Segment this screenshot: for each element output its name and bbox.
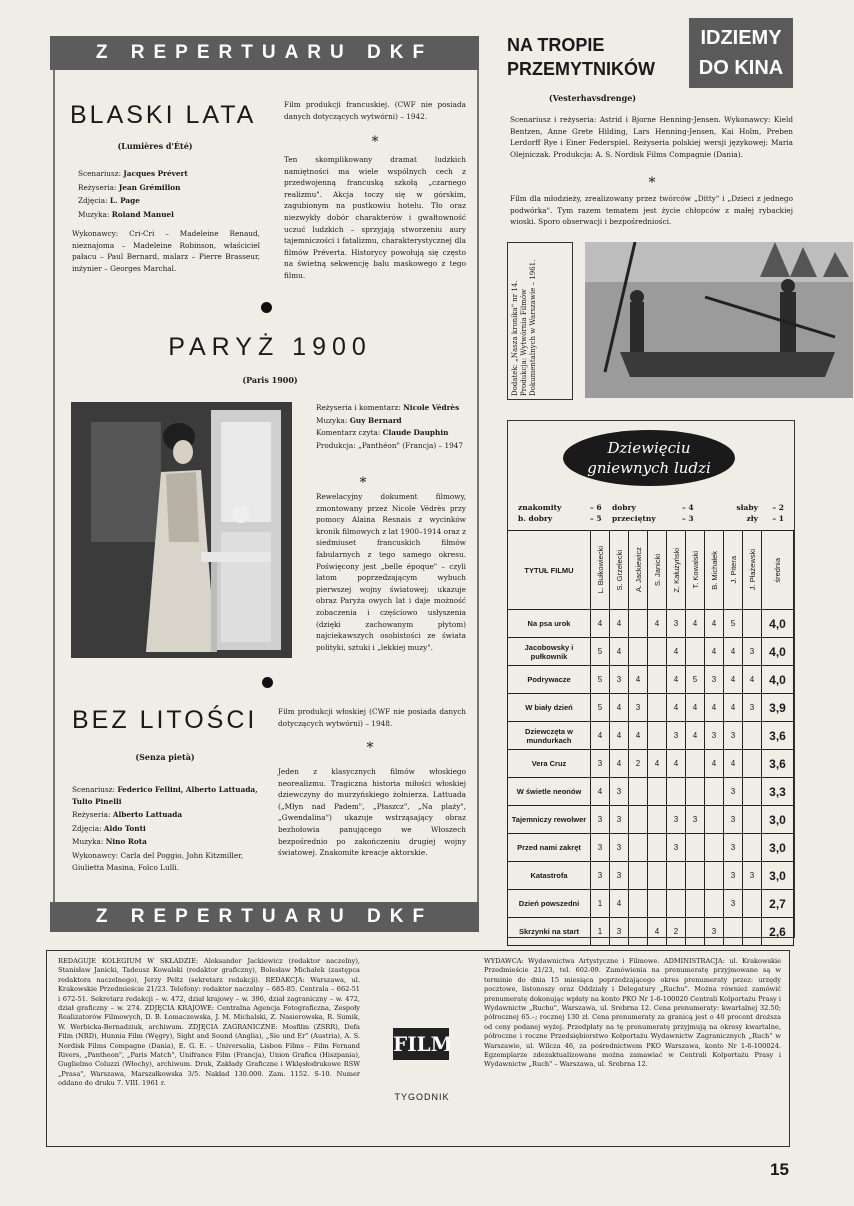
score-cell: [648, 806, 667, 834]
score-cell: 3: [610, 806, 629, 834]
film1-review: Ten skomplikowany dramat ludzkich namiętności ma wiele wspólnych cech z przedwojenną francuską szkołą „czarnego realizmu". Akcja toczy się w górskim, zagubionym na pustkowiu hotelu. Tło oraz niezwykły dobór charakterów i gwałtowność uczuć ludzkich – sprzyjają stworzeniu aury tajemniczości i fatalizmu, charakterystycznej dla filmów Préverta. Historycy powołują się często na świetną sekwencję balu maskowego z tego filmu.: [284, 155, 466, 280]
film3-original: (Senza pietà): [135, 752, 195, 762]
film-title-cell: Skrzynki na start: [508, 918, 591, 946]
critic-name: J. Pitera: [728, 556, 738, 584]
score-cell: 3: [743, 638, 762, 666]
score-cell: 4: [667, 694, 686, 722]
film1-original: (Lumières d'Été): [117, 141, 193, 151]
score-cell: 4: [610, 638, 629, 666]
film1-title: BLASKI LATA: [70, 101, 257, 129]
score-cell: 3: [591, 806, 610, 834]
star-divider: *: [648, 175, 656, 191]
score-cell: [705, 890, 724, 918]
average-cell: 2,7: [762, 890, 794, 918]
credit-line: Komentarz czyta: Claude Dauphin: [316, 428, 449, 438]
score-cell: 2: [629, 750, 648, 778]
film3-credits: [72, 784, 262, 873]
table-row: [508, 638, 794, 666]
score-cell: [629, 638, 648, 666]
average-cell: 3,0: [762, 834, 794, 862]
score-cell: 4: [610, 694, 629, 722]
film3-production: Film produkcji włoskiej (CWF nie posiada danych dotyczących wytwórni) – 1948.: [278, 707, 466, 728]
film2-original: (Paris 1900): [242, 375, 298, 385]
average-cell: 3,6: [762, 722, 794, 750]
average-header: [762, 531, 794, 610]
przemyt-review: Film dla młodzieży, zrealizowany przez twórców „Ditty" i „Dzieci z jednego podwórka". Tym razem tematem jest życie chłopców z małej rybackiej wioski. Sporo obserwacji i bezpośredniości.: [510, 194, 793, 227]
score-cell: [686, 834, 705, 862]
score-cell: [686, 638, 705, 666]
table-row: [508, 610, 794, 638]
credit-line: Muzyka: Roland Manuel: [78, 209, 174, 219]
credit-line: Reżyseria: Alberto Lattuada: [72, 810, 183, 820]
score-cell: 3: [724, 778, 743, 806]
score-cell: 3: [724, 806, 743, 834]
score-cell: [648, 638, 667, 666]
score-cell: [743, 834, 762, 862]
fishing-boat-photo: [585, 242, 853, 398]
score-cell: [629, 862, 648, 890]
table-row: [508, 890, 794, 918]
score-cell: [648, 834, 667, 862]
score-cell: 4: [629, 666, 648, 694]
score-cell: 4: [667, 666, 686, 694]
score-cell: 4: [724, 750, 743, 778]
film3-review: Jeden z klasycznych filmów włoskiego neorealizmu. Tragiczna historia miłości włoskiej dziewczyny do murzyńskiego żołnierza. Lattuada („Młyn nad Padem", „Płaszcz", „Na plaży", „Gwendalina") ukazuje wstrząsający obraz bezhołowia panującego we Włoszech bezpośrednio po zakończeniu drugiej wojny światowej. Znakomite kreacje aktorskie.: [278, 767, 466, 858]
score-cell: 3: [667, 722, 686, 750]
score-cell: 4: [724, 666, 743, 694]
average-cell: 3,0: [762, 862, 794, 890]
score-cell: [686, 862, 705, 890]
przemyt-original: (Vesterhavsdrenge): [548, 93, 637, 103]
film1-production: Film produkcji francuskiej. (CWF nie posiada danych dotyczących wytwórni) – 1942.: [284, 100, 466, 121]
critic-name: S. Grzelecki: [614, 549, 624, 591]
score-cell: 4: [705, 694, 724, 722]
score-cell: 5: [591, 638, 610, 666]
score-cell: 4: [705, 638, 724, 666]
film-title-cell: Jacobowsky i pułkownik: [508, 638, 591, 666]
score-cell: 4: [591, 778, 610, 806]
film-title-cell: W świetle neonów: [508, 778, 591, 806]
score-cell: [743, 890, 762, 918]
score-cell: [629, 778, 648, 806]
credit-line: Zdjęcia: Aldo Tonti: [72, 823, 146, 833]
critic-header: [743, 531, 762, 610]
score-cell: 4: [610, 722, 629, 750]
credit-line: Reżyseria i komentarz: Nicole Védrès: [316, 403, 460, 412]
score-cell: [743, 722, 762, 750]
score-cell: [648, 778, 667, 806]
table-row: [508, 694, 794, 722]
przemyt-credits: Scenariusz i reżyseria: Astrid i Bjorne Henning-Jensen. Wykonawcy: Kield Bentzen, Anne Grete Hilding, Lars Henning-Jensen, Kai Holm, Preben Lerdorff Rye i Einer Federspiel. Reżyseria polskiej wersji językowej: Maria Olejniczak. Produkcja: A. S. Nordisk Films Compagnie (Dania).: [510, 115, 793, 159]
score-cell: 3: [667, 610, 686, 638]
score-cell: 3: [610, 666, 629, 694]
film2-title: PARYŻ 1900: [168, 333, 372, 361]
average-cell: 4,0: [762, 666, 794, 694]
critic-header: [591, 531, 610, 610]
score-cell: [686, 778, 705, 806]
film-title-cell: Tajemniczy rewolwer: [508, 806, 591, 834]
score-cell: [743, 806, 762, 834]
score-cell: 3: [724, 834, 743, 862]
critic-header: [648, 531, 667, 610]
score-cell: 4: [743, 666, 762, 694]
side-note: Dodatek: „Nasza kronika" nr 14. Produkcja: Wytwórnia Filmów Dokumentalnych w Warszawie – 1961.: [511, 259, 537, 396]
score-cell: [629, 890, 648, 918]
score-cell: 3: [591, 834, 610, 862]
table-row: [508, 806, 794, 834]
score-cell: 3: [724, 862, 743, 890]
bullet-dot: [262, 677, 273, 688]
score-cell: [648, 666, 667, 694]
score-cell: 5: [686, 666, 705, 694]
footer-right: WYDAWCA: Wydawnictwa Artystyczne i Filmowe. ADMINISTRACJA: ul. Krakowskie Przedmieście 21/23, tel. 602-09. Zamówienia na prenumeratę przyjmowane są w terminie do dnia 15 miesiąca poprzedzającego okres prenumeraty przez: urzędy pocztowe, listonoszy oraz Oddziały i Delegatury „Ruchu". Można również zamówić prenumeratę dokonując wpłaty na konto PKO Nr 1-6-100020 Centrali Kolportażu Prasy i Wydawnictw „Ruchu", Warszawa, ul. Srebrna 12. Cena prenumeraty: kwartalnej 32.50; półrocznej 65.–; rocznej 130 zł. Cena prenumeraty za granicą jest o 40 procent droższa od ceny podanej wyżej. Przedpłaty na tę prenumeratę przyjmują na okresy kwartalne, półroczne i roczne Przedsiębiorstwo Kolportażu Wydawnictw Zagranicznych „Ruch" w Warszawie, ul. Wilcza 46, za pośrednictwem PKO Warszawa, konto Nr 1-6-100024. Egzemplarze zdezaktualizowane można zamawiać w Centrali Kolportażu Prasy i Wydawnictw „Ruch" – Warszawa, ul. Srebrna 12.: [484, 957, 781, 1069]
score-cell: 4: [610, 890, 629, 918]
score-cell: [705, 778, 724, 806]
critic-header: [724, 531, 743, 610]
score-cell: 4: [705, 610, 724, 638]
table-row: [508, 666, 794, 694]
critic-name: Z. Kałużyński: [671, 547, 681, 593]
footer-left: REDAGUJE KOLEGIUM W SKŁADZIE: Aleksander Jackiewicz (redaktor naczelny), Stanisław Janicki, Tadeusz Kowalski (redaktor graficzny), Bolesław Michałek (zastępca redaktora naczelnego), Jerzy Peltz (sekretarz redakcji). REDAKCJA: Warszawa, ul. Krakowskie Przedmieście 21/23. Telefony: redaktor naczelny – 685-85. Centrala – 662-51 i 672-51. Sekretarz redakcji – w. 472, dział krajowy – w. 396, dział zagraniczny – w. 472, dział graficzny – w. 274. ZDJĘCIA KRAJOWE: Centralna Agencja Fotograficzna, Zespoły Realizatorów Filmowych, D. B. Łomaczewska, J. M. Michalski, Z. Nasierowska, R. Sumik, W. Werbicka-Bernadziuk, archiwum. ZDJĘCIA ZAGRANICZNE: Mosfilm (ZSRR), Defa Film (NRD), Hunnia Film (Węgry), Sight and Sound (Anglia), „Sie und Er" (Austria), A. S. Nordisk Films Compagne (Dania), E. G. E. – Universalia, Lisbon Films – Film Fernand Rivers, „Pantheon", „Paris Match", Unifrance Film (Francja), Union Grafica (Hiszpania), Guglielmo Coluzzi (Włochy), archiwum. Druk, Zakłady Graficzne i Wklęsłodrukowe RSW „Prasa", Warszawa, Marszałkowska 3/5. Nakład 130.000. Zam. 1152. S-10. Numer oddano do druku 7. VIII. 1961 r.: [58, 957, 360, 1088]
star-divider: *: [359, 475, 367, 491]
score-cell: 4: [667, 638, 686, 666]
score-cell: [667, 778, 686, 806]
bullet-dot: [261, 302, 272, 313]
score-cell: [705, 806, 724, 834]
average-label: średnia: [773, 557, 782, 583]
film-title-cell: Na psa urok: [508, 610, 591, 638]
score-cell: 5: [591, 694, 610, 722]
film2-photo: [71, 402, 292, 658]
score-cell: [629, 834, 648, 862]
page-number: 15: [770, 1160, 789, 1179]
score-cell: [743, 778, 762, 806]
film1-credits: [78, 168, 278, 220]
score-cell: 3: [667, 806, 686, 834]
film3-title: BEZ LITOŚCI: [72, 706, 258, 734]
critic-header: [705, 531, 724, 610]
film-title-cell: Przed nami zakręt: [508, 834, 591, 862]
table-row: [508, 750, 794, 778]
banner-bottom: Z REPERTUARU DKF: [50, 902, 479, 932]
table-row: [508, 862, 794, 890]
credit-line: Produkcja: „Panthéon" (Francja) – 1947: [316, 440, 464, 450]
score-cell: 3: [686, 806, 705, 834]
average-cell: 2,6: [762, 918, 794, 946]
average-cell: 3,6: [762, 750, 794, 778]
score-cell: 4: [629, 722, 648, 750]
film1-cast: Wykonawcy: Cri-Cri – Madeleine Renaud, nieznajoma – Madeleine Robinson, właściciel pałacu – Paul Bernard, malarz – Pierre Brasseur, inżynier – Georges Marchal.: [72, 229, 260, 273]
score-cell: 3: [724, 722, 743, 750]
credit-line: Scenariusz: Federico Fellini, Alberto Lattuada, Tulio Pinelli: [72, 785, 258, 806]
score-cell: 5: [591, 666, 610, 694]
score-cell: [743, 918, 762, 946]
critic-header: [610, 531, 629, 610]
score-cell: 3: [705, 918, 724, 946]
score-cell: 3: [610, 834, 629, 862]
average-cell: 3,9: [762, 694, 794, 722]
score-cell: [686, 918, 705, 946]
score-cell: 4: [591, 722, 610, 750]
score-cell: 3: [724, 890, 743, 918]
score-cell: [629, 806, 648, 834]
score-cell: 4: [686, 722, 705, 750]
score-cell: [667, 862, 686, 890]
score-cell: 3: [743, 862, 762, 890]
film-title-cell: W biały dzień: [508, 694, 591, 722]
score-cell: 1: [591, 890, 610, 918]
average-cell: 4,0: [762, 638, 794, 666]
score-cell: 4: [610, 610, 629, 638]
table-row: [508, 722, 794, 750]
score-cell: 5: [724, 610, 743, 638]
table-row: [508, 778, 794, 806]
score-cell: 3: [667, 834, 686, 862]
score-cell: 3: [610, 918, 629, 946]
woman-in-dress-image: [71, 402, 292, 658]
score-cell: 4: [686, 694, 705, 722]
score-cell: 4: [705, 750, 724, 778]
critic-name: S. Janicki: [652, 553, 662, 587]
table-row: [508, 834, 794, 862]
title-header: TYTUŁ FILMU: [508, 531, 591, 610]
average-cell: 3,3: [762, 778, 794, 806]
credit-line: Scenariusz: Jacques Prévert: [78, 169, 188, 178]
critic-name: A. Jackiewicz: [633, 547, 643, 593]
score-cell: [686, 890, 705, 918]
score-cell: 4: [667, 750, 686, 778]
score-cell: [629, 918, 648, 946]
score-cell: [705, 834, 724, 862]
average-cell: 3,0: [762, 806, 794, 834]
score-cell: 3: [743, 694, 762, 722]
credit-line: Muzyka: Guy Bernard: [316, 415, 402, 425]
film2-review: Rewelacyjny dokument filmowy, zmontowany przez Nicole Védrès przy pomocy Alaina Resnais z wycinków kronik filmowych z lat 1900–1914 oraz z siedmiuset francuskich filmów fabularnych z tego samego okresu. Poświęcony jest „belle époque" – czyli latom poprzedzającym wybuch pierwszej wojny światowej; ukazuje obraz Paryża owych lat i daje możność zobaczenia i częściowo usłyszenia (dzięki zachowanym płytom) najciekawszych osobistości ze świata polityki, sztuki i „lekkiej muzy".: [316, 492, 466, 652]
film-logo-sub: TYGODNIK: [394, 1092, 450, 1102]
critic-name: L. Bułkowiecki: [595, 546, 605, 594]
ratings-header-row: [508, 531, 794, 610]
average-cell: 4,0: [762, 610, 794, 638]
table-row: [508, 918, 794, 946]
score-cell: [648, 694, 667, 722]
score-cell: 3: [610, 778, 629, 806]
film2-credits: [316, 402, 466, 451]
ratings-table: [507, 530, 794, 946]
film-title-cell: Dzień powszedni: [508, 890, 591, 918]
credit-line: Reżyseria: Jean Grémillon: [78, 182, 181, 192]
score-cell: [686, 750, 705, 778]
score-cell: 3: [705, 722, 724, 750]
critic-name: J. Płażewski: [747, 549, 757, 591]
score-cell: [743, 750, 762, 778]
credit-line: Zdjęcia: L. Page: [78, 196, 140, 206]
idziemy-do-kina-badge: IDZIEMY DO KINA: [689, 18, 793, 88]
star-divider: *: [371, 134, 379, 150]
film3-cast: Wykonawcy: Carla del Poggio, John Kitzmiller, Giulietta Masina, Folco Lulli.: [72, 850, 244, 872]
critic-header: [629, 531, 648, 610]
score-cell: [648, 722, 667, 750]
score-cell: 4: [591, 610, 610, 638]
score-cell: 4: [648, 918, 667, 946]
critic-header: [667, 531, 686, 610]
ratings-title: Dziewięciu gniewnych ludzi: [563, 430, 735, 486]
score-cell: 1: [591, 918, 610, 946]
score-cell: 4: [648, 610, 667, 638]
film-logo: FILM: [393, 1028, 449, 1060]
film-title-cell: Dziewczęta w mundurkach: [508, 722, 591, 750]
film-title-cell: Vera Cruz: [508, 750, 591, 778]
credit-line: Muzyka: Nino Rota: [72, 837, 147, 847]
score-cell: [629, 610, 648, 638]
side-note-box: [507, 242, 573, 400]
score-cell: 3: [610, 862, 629, 890]
score-cell: [705, 862, 724, 890]
score-cell: 4: [648, 750, 667, 778]
ratings-legend: znakomity – 6 dobry – 4 słaby – 2 b. dobry – 5 przeciętny – 3 zły – 1: [518, 503, 784, 523]
star-divider: *: [366, 740, 374, 756]
score-cell: 3: [629, 694, 648, 722]
score-cell: 3: [591, 750, 610, 778]
score-cell: 4: [724, 694, 743, 722]
score-cell: 3: [591, 862, 610, 890]
score-cell: [648, 890, 667, 918]
banner-top: Z REPERTUARU DKF: [50, 36, 479, 70]
score-cell: [724, 918, 743, 946]
score-cell: 2: [667, 918, 686, 946]
critic-header: [686, 531, 705, 610]
score-cell: [667, 890, 686, 918]
critic-name: B. Michałek: [709, 550, 719, 590]
score-cell: 4: [724, 638, 743, 666]
przemyt-title: NA TROPIE PRZEMYTNIKÓW: [507, 35, 655, 79]
critic-name: T. Kowalski: [690, 551, 700, 589]
score-cell: [743, 610, 762, 638]
score-cell: 3: [705, 666, 724, 694]
score-cell: 4: [610, 750, 629, 778]
film-title-cell: Podrywacze: [508, 666, 591, 694]
score-cell: [648, 862, 667, 890]
boat-image: [585, 242, 853, 398]
score-cell: 4: [686, 610, 705, 638]
film-title-cell: Katastrofa: [508, 862, 591, 890]
